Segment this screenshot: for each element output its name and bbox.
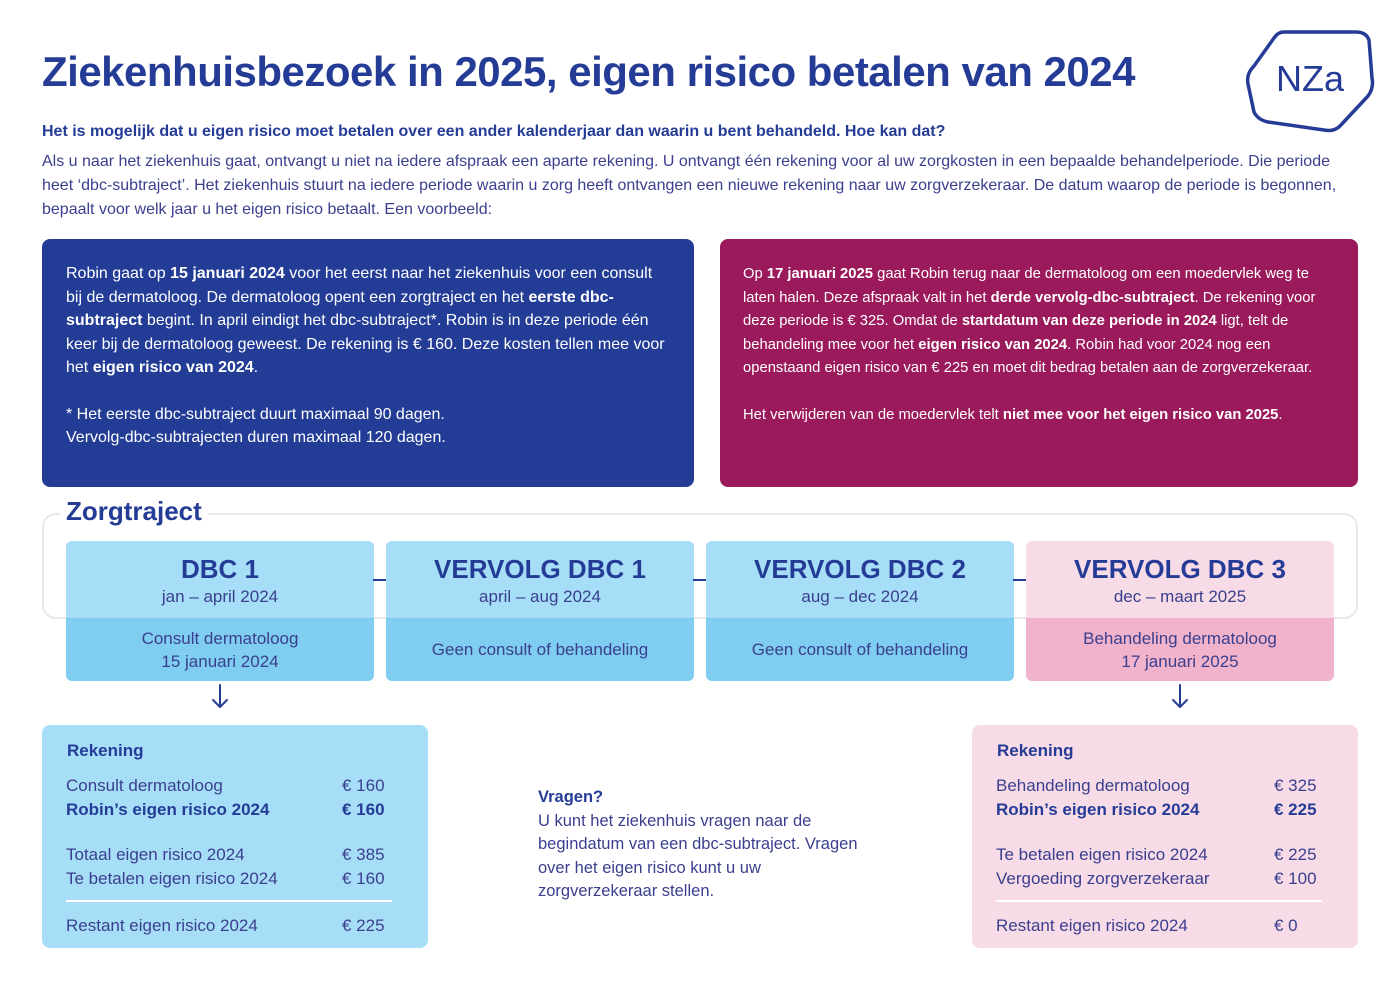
row-value: € 325 [1274,776,1317,795]
footnote-line-2: Vervolg-dbc-subtrajecten duren maximaal 120 dagen. [66,429,446,446]
divider [66,900,392,902]
rekening-row [996,843,1334,867]
nza-logo-graphic [1244,26,1376,136]
rekening-row [996,774,1334,798]
body-text: gaat Robin terug naar de dermatoloog om een moedervlek weg te laten halen. Deze afspraak valt in het [743,266,1309,306]
footnote [66,403,670,450]
example-2025-text [743,263,1336,381]
row-label: Robin’s eigen risico 2024 [66,799,270,819]
footnote-line-1: * Het eerste dbc-subtraject duurt maximaal 90 dagen. [66,405,445,423]
rekening-group [66,774,404,821]
row-label: Te betalen eigen risico 2024 [66,868,278,888]
phase-activity [1026,618,1334,681]
row-label: Totaal eigen risico 2024 [66,845,245,864]
phase-dbc-1 [66,541,374,681]
phase-header [66,541,374,618]
phase-vervolg-dbc-2 [706,541,1014,681]
row-value: € 160 [342,868,385,888]
body-text: . De rekening voor deze periode is € 325. Omdat de [743,289,1316,329]
body-text: begint. In april eindigt het dbc-subtraject*. Robin is in deze periode één keer bij de dermatoloog geweest. De rekening is € 160. Deze kosten tellen mee voor het [66,312,665,376]
emphasis-text: 15 januari 2024 [170,265,285,282]
emphasis-text: startdatum van deze periode in 2024 [961,313,1217,329]
rekening-row [66,774,404,798]
emphasis-text: derde vervolg-dbc-subtraject [990,289,1195,306]
phase-activity-line-2: 17 januari 2025 [1121,651,1239,671]
rekening-group [996,843,1334,890]
rekening-row [66,798,404,822]
phase-dates: april – aug 2024 [479,587,601,606]
rekening-row [66,914,404,938]
body-text: voor het eerst naar het ziekenhuis voor een consult bij de dermatoloog. De dermatoloog opent een zorgtraject en het [66,265,653,306]
vragen-question: Vragen? [538,788,604,806]
emphasis-text: eerste dbc-subtraject [66,288,614,329]
zorgtraject-title: Zorgtraject [60,496,208,527]
phase-activity-line-1: Consult dermatoloog [141,628,299,648]
phase-dates: dec – maart 2025 [1113,587,1247,606]
phase-header [706,541,1014,618]
phase-activity-line-1: Geen consult of behandeling [431,640,649,659]
rekening-row [996,914,1334,938]
row-value: € 225 [1274,845,1317,864]
rekening-group [66,843,404,890]
rekening-group [996,774,1334,821]
example-2025-note [743,404,1336,428]
phase-dates: jan – april 2024 [161,587,279,606]
divider [996,900,1322,902]
body-text: ligt, telt de behandeling mee voor het [743,313,1289,353]
example-2024-text [66,262,670,380]
phase-name: VERVOLG DBC 1 [434,554,646,584]
rekening-2025-card [972,725,1358,948]
row-label: Robin’s eigen risico 2024 [996,799,1200,819]
row-label: Vergoeding zorgverzekeraar [996,868,1210,888]
row-value: € 100 [1274,868,1317,888]
subheading: Het is mogelijk dat u eigen risico moet betalen over een ander kalenderjaar dan waarin u bent behandeld. Hoe kan dat? [42,123,946,140]
emphasis-text: 17 januari 2025 [766,266,873,282]
row-label: Consult dermatoloog [66,776,223,795]
row-value: € 160 [342,776,385,795]
rekening-row [66,843,404,867]
arrow-down-icon [1170,684,1190,710]
rekening-title: Rekening [997,741,1074,760]
logo-text: NZa [1275,58,1345,99]
rekening-row [66,867,404,891]
row-value: € 0 [1274,916,1298,935]
body-text: Op [743,266,767,282]
phase-connector [373,579,386,581]
vragen-section [538,786,878,904]
phase-activity [386,618,694,681]
phase-activity [66,618,374,681]
phase-activity-line-2: 15 januari 2024 [161,651,279,671]
body-text: . [253,359,259,376]
example-2025-box [720,239,1358,487]
vragen-text: U kunt het ziekenhuis vragen naar de begindatum van een dbc-subtraject. Vragen over het eigen risico kunt u uw zorgverzekeraar stellen. [538,811,858,900]
phase-vervolg-dbc-1 [386,541,694,681]
arrow-down-icon [210,684,230,710]
row-label: Behandeling dermatoloog [996,776,1190,795]
row-label: Restant eigen risico 2024 [996,916,1188,935]
body-text: Het verwijderen van de moedervlek telt [743,406,1003,423]
emphasis-text: eigen risico van 2024 [92,359,254,376]
page-title: Ziekenhuisbezoek in 2025, eigen risico betalen van 2024 [42,48,1135,95]
phase-name: VERVOLG DBC 3 [1074,554,1286,584]
phase-header [1026,541,1334,618]
body-text: . [1278,406,1283,423]
phase-header [386,541,694,618]
rekening-row [996,798,1334,822]
phase-connector [1013,579,1026,581]
phase-vervolg-dbc-3 [1026,541,1334,681]
rekening-2024-card [42,725,428,948]
rekening-row [996,867,1334,891]
row-value: € 160 [342,799,385,819]
body-text: . Robin had voor 2024 nog een openstaand eigen risico van € 225 en moet dit bedrag betalen aan de zorgverzekeraar. [743,336,1313,376]
phase-name: DBC 1 [180,554,259,584]
phase-connector [693,579,706,581]
rekening-title: Rekening [67,741,144,760]
emphasis-text: eigen risico van 2024 [918,336,1068,353]
phase-activity [706,618,1014,681]
nza-logo [1244,26,1376,136]
row-value: € 225 [342,916,385,935]
phase-dates: aug – dec 2024 [801,587,919,606]
row-value: € 225 [1274,799,1317,819]
phase-activity-line-1: Behandeling dermatoloog [1083,628,1277,648]
intro-paragraph: Als u naar het ziekenhuis gaat, ontvangt u niet na iedere afspraak een aparte rekening. U ontvangt één rekening voor al uw zorgkosten in een bepaalde behandelperiode. Die periode heet ‘dbc-subtraject’. Het ziekenhuis stuurt na iedere periode waarin u zorg heeft ontvangen een nieuwe rekening naar uw zorgverzekeraar. De datum waarop de periode is begonnen, bepaalt voor welk jaar u het eigen risico betaalt. Een voorbeeld: [42,153,1337,218]
row-value: € 385 [342,845,385,864]
emphasis-text: niet mee voor het eigen risico van 2025 [1002,406,1279,423]
example-2024-box [42,239,694,487]
phase-name: VERVOLG DBC 2 [754,554,966,584]
row-label: Te betalen eigen risico 2024 [996,845,1208,864]
row-label: Restant eigen risico 2024 [66,916,258,935]
body-text: Robin gaat op [66,265,171,282]
phase-activity-line-1: Geen consult of behandeling [751,640,969,659]
